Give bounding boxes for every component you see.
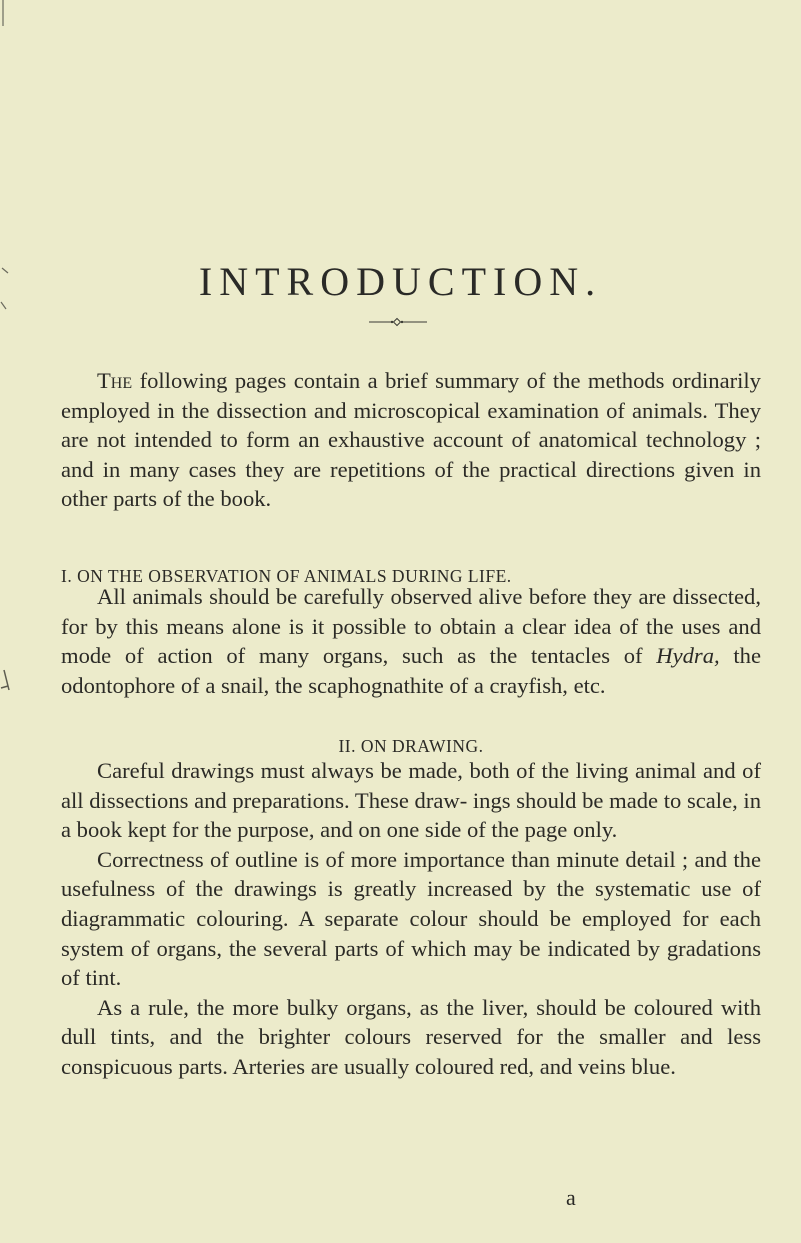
section-2-heading: II. ON DRAWING. [338, 736, 484, 756]
section-1-text-b: the odontophore of a snail, the scaphognathite of a crayfish, etc. [61, 643, 761, 698]
section-2-body [61, 756, 761, 1082]
section-2-paragraph: Correctness of outline is of more importance than minute detail ; and the usefulness of the drawings is greatly increased by the systematic use of diagrammatic colouring. A separate colour should be employed for each system of organs, the several parts of which may be indicated by gradations of tint. [61, 846, 761, 991]
intro-text: following pages contain a brief summary of the methods ordinarily employed in the dissection and microscopical examination of animals. They are not intended to form an exhaustive account of anatomical technology ; and in many cases they are repetitions of the practical directions given in other parts of the book. [61, 368, 761, 512]
signature-mark: a [566, 1185, 576, 1210]
section-1-paragraph [61, 582, 761, 700]
intro-paragraph [61, 366, 761, 514]
section-1-text-a: All animals should be carefully observed alive before they are dissected, for by this means alone is it possible to obtain a clear idea of the uses and mode of action of many organs, such as the tentacles of [61, 584, 761, 669]
section-1-heading: I. ON THE OBSERVATION OF ANIMALS DURING LIFE. [61, 566, 512, 586]
page-title: INTRODUCTION. [198, 259, 603, 304]
page-edge-marks [0, 0, 20, 1243]
section-2-paragraph: Careful drawings must always be made, both of the living animal and of all dissections and preparations. These draw- ings should be made to scale, in a book kept for the purpose, and on one side of the page only. [61, 758, 761, 843]
intro-lead-word: The [97, 368, 133, 393]
title-ornament [369, 316, 429, 328]
section-2-paragraph: As a rule, the more bulky organs, as the liver, should be coloured with dull tints, and the brighter colours reserved for the smaller and less conspicuous parts. Arteries are usually coloured red, and veins blue. [61, 994, 761, 1079]
section-1-genus: Hydra, [656, 643, 720, 669]
